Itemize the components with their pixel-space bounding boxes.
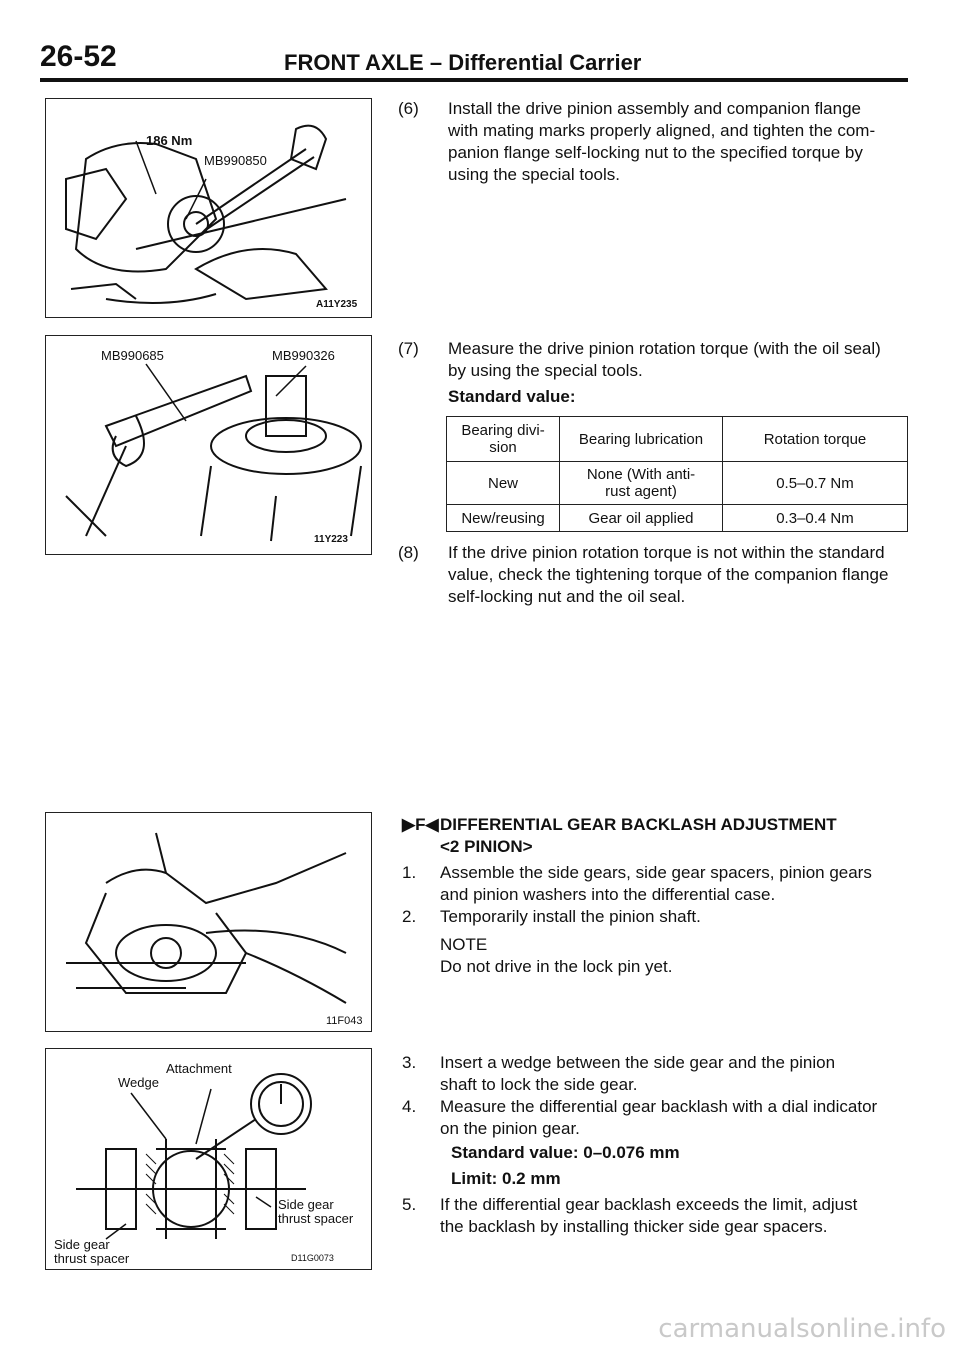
figure-code: D11G0073 bbox=[291, 1253, 334, 1263]
table-cell: None (With anti- rust agent) bbox=[560, 462, 723, 505]
list-number: 4. bbox=[402, 1097, 417, 1116]
step-line: with mating marks properly aligned, and tighten the com- bbox=[448, 121, 876, 140]
step-line: by using the special tools. bbox=[448, 361, 643, 380]
figure-code: 11F043 bbox=[326, 1015, 363, 1027]
wedge-label: Wedge bbox=[118, 1075, 159, 1090]
standard-value-label: Standard value: bbox=[448, 387, 576, 406]
list-number: 5. bbox=[402, 1195, 417, 1214]
note-label: NOTE bbox=[440, 935, 488, 954]
table-header: Bearing lubrication bbox=[560, 417, 723, 462]
section-marker: ▶F◀ bbox=[402, 815, 439, 834]
table-cell: New/reusing bbox=[447, 505, 560, 532]
list-line: Measure the differential gear backlash with a dial indicator bbox=[440, 1097, 878, 1116]
list-item-4 bbox=[402, 1096, 922, 1140]
tool-label-right: MB990326 bbox=[272, 348, 335, 363]
table-header: Rotation torque bbox=[723, 417, 908, 462]
torque-label: 186 Nm bbox=[146, 133, 193, 148]
standard-value: Standard value: 0–0.076 mm bbox=[451, 1143, 680, 1162]
table-cell: New bbox=[447, 462, 560, 505]
step-6 bbox=[398, 98, 918, 188]
list-line: shaft to lock the side gear. bbox=[440, 1075, 638, 1094]
table-row bbox=[447, 462, 908, 505]
list-line: Insert a wedge between the side gear and the pinion bbox=[440, 1053, 836, 1072]
list-item-1 bbox=[402, 862, 922, 906]
step-number: (6) bbox=[398, 99, 419, 118]
figure-code: 11Y223 bbox=[314, 534, 348, 545]
step-number: (7) bbox=[398, 339, 419, 358]
list-line: Temporarily install the pinion shaft. bbox=[440, 907, 701, 926]
table-row bbox=[447, 505, 908, 532]
step-line: value, check the tightening torque of the companion flange bbox=[448, 565, 889, 584]
attachment-label: Attachment bbox=[166, 1061, 232, 1076]
note-text: Do not drive in the lock pin yet. bbox=[440, 957, 673, 976]
step-8 bbox=[398, 542, 918, 612]
step-line: Install the drive pinion assembly and companion flange bbox=[448, 99, 861, 118]
spec-table bbox=[446, 416, 908, 532]
table-cell: 0.5–0.7 Nm bbox=[723, 462, 908, 505]
tool-label-left: MB990685 bbox=[101, 348, 164, 363]
step-line: Measure the drive pinion rotation torque (with the oil seal) bbox=[448, 339, 881, 358]
side-gear-label-right-1: Side gear bbox=[278, 1197, 334, 1212]
figure-code: A11Y235 bbox=[316, 299, 358, 310]
figure-pinion-assembly bbox=[45, 812, 372, 1032]
table-cell: 0.3–0.4 Nm bbox=[723, 505, 908, 532]
list-item-5 bbox=[402, 1194, 922, 1238]
step-line: using the special tools. bbox=[448, 165, 620, 184]
step-number: (8) bbox=[398, 543, 419, 562]
list-item-2 bbox=[402, 906, 922, 928]
side-gear-label-right-2: thrust spacer bbox=[278, 1211, 354, 1226]
table-cell: Gear oil applied bbox=[560, 505, 723, 532]
list-number: 3. bbox=[402, 1053, 417, 1072]
step-line: self-locking nut and the oil seal. bbox=[448, 587, 686, 606]
figure-backlash-measurement bbox=[45, 1048, 372, 1270]
side-gear-label-left-2: thrust spacer bbox=[54, 1251, 130, 1266]
list-line: on the pinion gear. bbox=[440, 1119, 580, 1138]
step-line: panion flange self-locking nut to the specified torque by bbox=[448, 143, 863, 162]
header-rule bbox=[40, 78, 908, 82]
table-header-row bbox=[447, 417, 908, 462]
step-7 bbox=[398, 338, 918, 408]
list-line: If the differential gear backlash exceeds the limit, adjust bbox=[440, 1195, 858, 1214]
watermark-text: carmanualsonline.info bbox=[658, 1314, 946, 1344]
tool-label: MB990850 bbox=[204, 153, 267, 168]
section-subtitle: <2 PINION> bbox=[440, 837, 533, 856]
list-line: the backlash by installing thicker side gear spacers. bbox=[440, 1217, 828, 1236]
section-heading bbox=[402, 814, 922, 860]
list-number: 2. bbox=[402, 907, 417, 926]
step-line: If the drive pinion rotation torque is not within the standard bbox=[448, 543, 885, 562]
side-gear-label-left-1: Side gear bbox=[54, 1237, 110, 1252]
section-title: DIFFERENTIAL GEAR BACKLASH ADJUSTMENT bbox=[440, 815, 837, 834]
list-line: and pinion washers into the differential case. bbox=[440, 885, 776, 904]
list-number: 1. bbox=[402, 863, 417, 882]
figure-torque-wrench bbox=[45, 98, 372, 318]
table-header: Bearing divi- sion bbox=[447, 417, 560, 462]
figure-rotation-torque bbox=[45, 335, 372, 555]
page-title: FRONT AXLE – Differential Carrier bbox=[284, 50, 642, 75]
limit-value: Limit: 0.2 mm bbox=[451, 1169, 561, 1188]
list-line: Assemble the side gears, side gear spacers, pinion gears bbox=[440, 863, 872, 882]
page-number: 26-52 bbox=[40, 40, 117, 73]
list-item-3 bbox=[402, 1052, 922, 1096]
